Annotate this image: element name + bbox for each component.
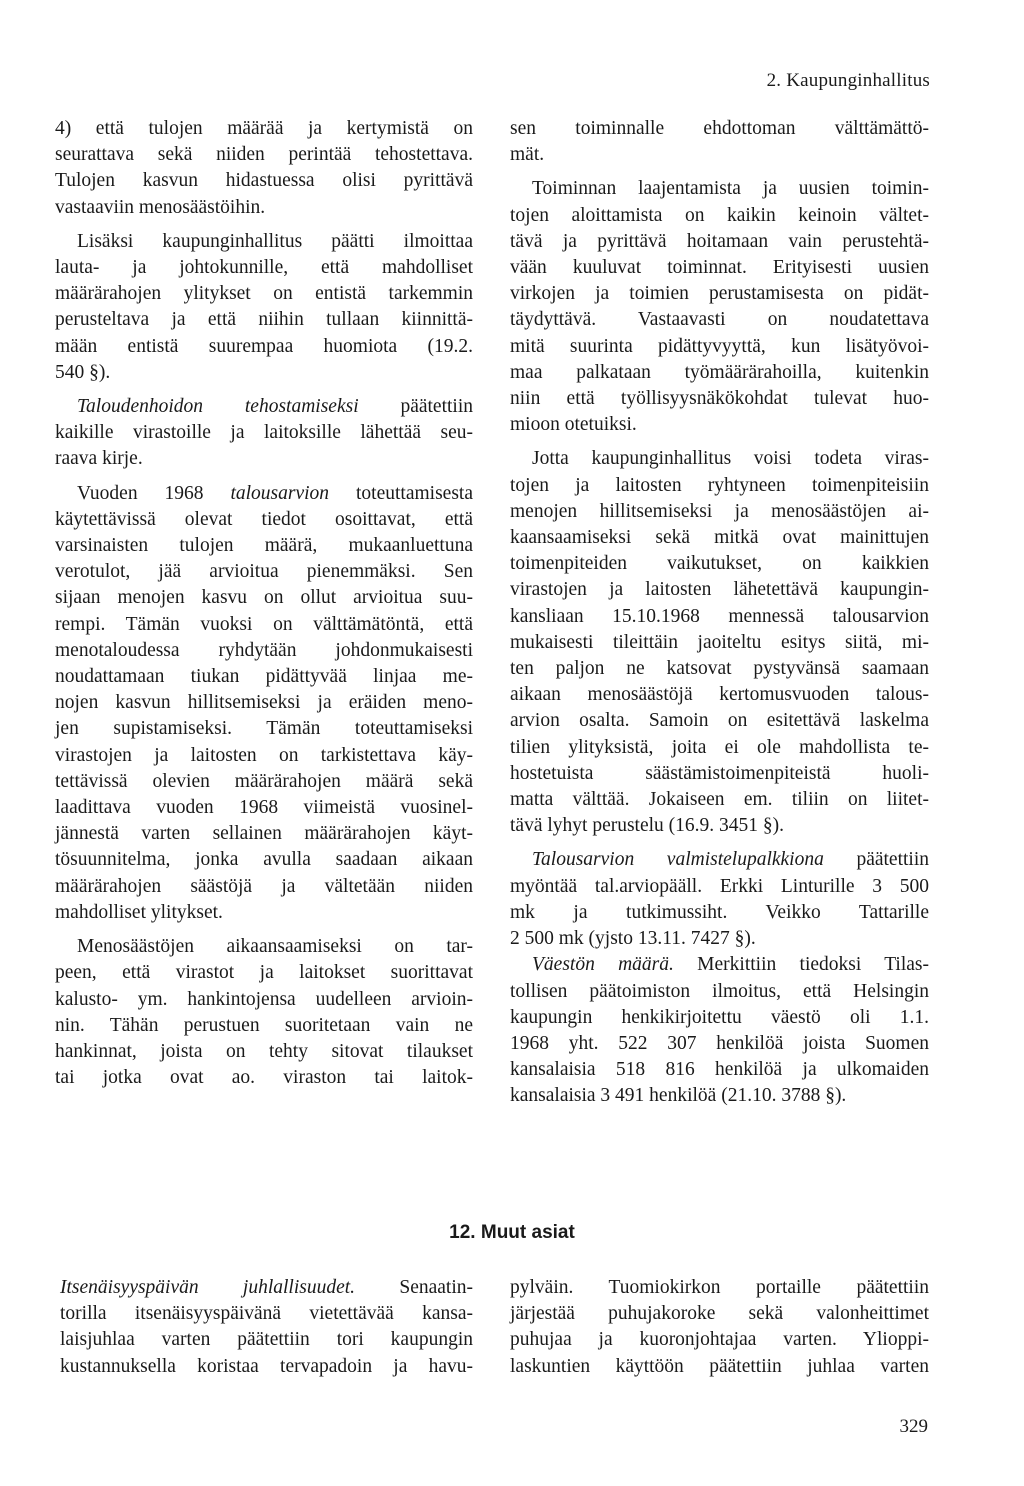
text-line: jännestä varten sellainen määrärahojen käyt-	[55, 823, 473, 845]
left-paragraph-5	[55, 934, 473, 1091]
text-line: maa palkataan työmäärärahoilla, kuitenkin	[510, 361, 929, 383]
right-paragraph-4	[510, 847, 929, 952]
text-line: tollisen päätoimiston ilmoitus, että Helsingin	[510, 980, 929, 1002]
left-column	[55, 116, 473, 1099]
text-line: 4) että tulojen määrää ja kertymistä on	[55, 118, 473, 139]
text-line	[55, 481, 473, 507]
text-line: matta välttää. Jokaiseen em. tiliin on liitet-	[510, 789, 929, 811]
text-line: ten paljon ne katsovat pystyvänsä saamaan	[510, 658, 929, 680]
left-paragraph-1	[55, 116, 473, 221]
text-line: Menosäästöjen aikaansaamiseksi on tar-	[77, 936, 473, 958]
bottom-left-column	[60, 1275, 473, 1380]
text-line	[510, 847, 929, 873]
text-line: laskuntien käyttöön päätettiin juhlaa varten	[510, 1355, 929, 1377]
text-line: kansalaisia 518 816 henkilöä ja ulkomaiden	[510, 1059, 929, 1081]
text-line: jen supistamiseksi. Tämän toteuttamiseksi	[55, 718, 473, 740]
text-line: puhujaa ja kuoronjohtajaa varten. Ylioppi-	[510, 1329, 929, 1351]
text-line: nin. Tähän perustuen suoritetaan vain ne	[55, 1014, 473, 1036]
text-line: 2 500 mk (yjsto 13.11. 7427 §).	[510, 928, 756, 950]
italic-heading: Talousarvion valmistelupalkkiona	[532, 849, 824, 871]
left-paragraph-4	[55, 481, 473, 926]
text-line: varsinaisten tulojen määrä, mukaanluettuna	[55, 535, 473, 557]
text-line: verotulot, jää arvioitua pienemmäksi. Sen	[55, 561, 473, 583]
text-line: arvion osalta. Samoin on esitettävä laskelma	[510, 710, 929, 732]
text-line: mahdolliset ylitykset.	[55, 901, 223, 923]
text-line: Jotta kaupunginhallitus voisi todeta viras-	[532, 448, 929, 470]
text-line: mk ja tutkimussiht. Veikko Tattarille	[510, 901, 929, 923]
text-line: laisjuhlaa varten päätettiin tori kaupungin	[60, 1329, 473, 1351]
text-line: raava kirje.	[55, 448, 143, 470]
text-line: määrärahojen ylitykset on entistä tarkemmin	[55, 283, 473, 305]
text-line: järjestää puhujakoroke sekä valonheittimet	[510, 1303, 929, 1325]
text-fragment: toteuttamisesta	[329, 482, 473, 504]
text-line: mään entistä suurempaa huomiota (19.2.	[55, 335, 473, 357]
section-title: 12. Muut asiat	[449, 1222, 575, 1243]
text-line: 540 §).	[55, 361, 111, 383]
text-line: määrärahojen säästöjä ja vältetään niiden	[55, 875, 473, 897]
right-paragraph-5	[510, 952, 929, 1109]
text-line	[60, 1275, 473, 1301]
text-line: rempi. Tämän vuoksi on välttämätöntä, että	[55, 613, 473, 635]
right-column	[510, 116, 929, 1118]
text-line: 1968 yht. 522 307 henkilöä joista Suomen	[510, 1032, 929, 1054]
text-line: nojen kasvun hillitsemiseksi ja eräiden meno-	[55, 692, 473, 714]
text-line: seurattava sekä niiden perintää tehostettava.	[55, 144, 473, 166]
text-line	[55, 394, 473, 420]
italic-heading: Väestön määrä.	[532, 954, 674, 976]
text-line: niin että työllisyysnäkökohdat tulevat huo-	[510, 388, 929, 410]
text-line: kustannuksella koristaa tervapadoin ja havu-	[60, 1355, 473, 1377]
left-paragraph-3	[55, 394, 473, 473]
text-line: tävä lyhyt perustelu (16.9. 3451 §).	[510, 815, 785, 837]
text-line: tojen aloittamista on kaikin keinoin vältet-	[510, 204, 929, 226]
text-line: hankinnat, joista on tehty sitovat tilaukset	[55, 1040, 473, 1062]
text-line: tai jotka ovat ao. viraston tai laitok-	[55, 1067, 473, 1089]
left-paragraph-2	[55, 229, 473, 386]
text-line: täydyttävä. Vastaavasti on noudatettava	[510, 309, 929, 331]
text-line: kalusto- ym. hankintojensa uudelleen arvioin-	[55, 988, 473, 1010]
text-line: myöntää tal.arviopääll. Erkki Linturille 3 500	[510, 875, 929, 897]
text-line: perusteltava ja että niihin tullaan kiinnittä-	[55, 309, 473, 331]
text-line: pylväin. Tuomiokirkon portaille päätettiin	[510, 1277, 929, 1298]
text-line: virastojen ja laitosten lähetettävä kaupungin-	[510, 579, 929, 601]
right-paragraph-3	[510, 446, 929, 839]
running-head: 2. Kaupunginhallitus	[766, 70, 930, 91]
text-line: kaansaamiseksi sekä mitkä ovat mainittujen	[510, 527, 929, 549]
bottom-right-column	[510, 1275, 929, 1380]
text-line: Tulojen kasvun hidastuessa olisi pyrittävä	[55, 170, 473, 192]
text-line: kansliaan 15.10.1968 mennessä talousarvion	[510, 605, 929, 627]
text-line: sijaan menojen kasvu on ollut arvioitua suu-	[55, 587, 473, 609]
text-fragment: Vuoden 1968	[77, 482, 231, 504]
text-line: kaikille virastoille ja laitoksille lähettää seu-	[55, 422, 473, 444]
right-paragraph-1	[510, 116, 929, 168]
text-line: aikaan menosäästöjä kertomusvuoden talous-	[510, 684, 929, 706]
text-line: peen, että virastot ja laitokset suorittavat	[55, 962, 473, 984]
text-line: tösuunnitelma, jonka avulla saadaan aikaan	[55, 849, 473, 871]
italic-term: talousarvion	[230, 482, 330, 504]
text-line: sen toiminnalle ehdottoman välttämättö-	[510, 118, 929, 139]
text-line: käytettävissä olevat tiedot osoittavat, että	[55, 508, 473, 530]
text-line: Toiminnan laajentamista ja uusien toimin-	[532, 178, 929, 200]
text-fragment: päätettiin	[358, 396, 473, 418]
text-line: mukaisesti tileittäin jaoiteltu esitys siitä, mi-	[510, 631, 929, 653]
text-line: tettävissä olevien määrärahojen määrä sekä	[55, 770, 473, 792]
text-fragment: Senaatin-	[355, 1277, 473, 1298]
text-line: kansalaisia 3 491 henkilöä (21.10. 3788 §).	[510, 1085, 847, 1107]
text-line: menojen hillitsemiseksi ja menosäästöjen ai-	[510, 500, 929, 522]
text-line: laadittava vuoden 1968 viimeistä vuosinel-	[55, 797, 473, 819]
text-fragment: Merkittiin tiedoksi Tilas-	[673, 954, 929, 976]
italic-heading: Taloudenhoidon tehostamiseksi	[77, 396, 359, 418]
text-line: torilla itsenäisyyspäivänä vietettävää kansa-	[60, 1303, 473, 1325]
page-number: 329	[899, 1416, 928, 1437]
text-line: mät.	[510, 144, 545, 166]
text-line: mioon otetuiksi.	[510, 414, 637, 436]
text-line: menotaloudessa ryhdytään johdonmukaisesti	[55, 639, 473, 661]
text-line: hostetuista säästämistoimenpiteistä huoli-	[510, 762, 929, 784]
italic-heading: Itsenäisyyspäivän juhlallisuudet.	[60, 1277, 356, 1298]
text-line: lauta- ja johtokunnille, että mahdolliset	[55, 257, 473, 279]
text-fragment: päätettiin	[823, 849, 929, 871]
text-line: tojen ja laitosten ryhtyneen toimenpiteisiin	[510, 474, 929, 496]
text-line: toimenpiteiden vaikutukset, on kaikkien	[510, 553, 929, 575]
text-line	[510, 952, 929, 978]
text-line: kaupungin henkikirjoitettu väestö oli 1.1.	[510, 1006, 929, 1028]
text-line: Lisäksi kaupunginhallitus päätti ilmoittaa	[77, 230, 473, 252]
text-line: vastaaviin menosäästöihin.	[55, 196, 266, 218]
text-line: mitä suurinta pidättyvyyttä, kun lisätyövoi-	[510, 335, 929, 357]
text-line: virastojen ja laitosten on tarkistettava käy-	[55, 744, 473, 766]
text-line: virkojen ja toimien perustamisesta on pidät-	[510, 283, 929, 305]
text-line: vään kuuluvat toiminnat. Erityisesti uusien	[510, 257, 929, 279]
text-line: tävä ja pyrittävä hoitamaan vain perustehtä-	[510, 230, 929, 252]
right-paragraph-2	[510, 176, 929, 438]
text-line: tilien ylityksistä, joita ei ole mahdollista te-	[510, 736, 929, 758]
text-line: noudattamaan tiukan pidättyvää linjaa me-	[55, 666, 473, 688]
